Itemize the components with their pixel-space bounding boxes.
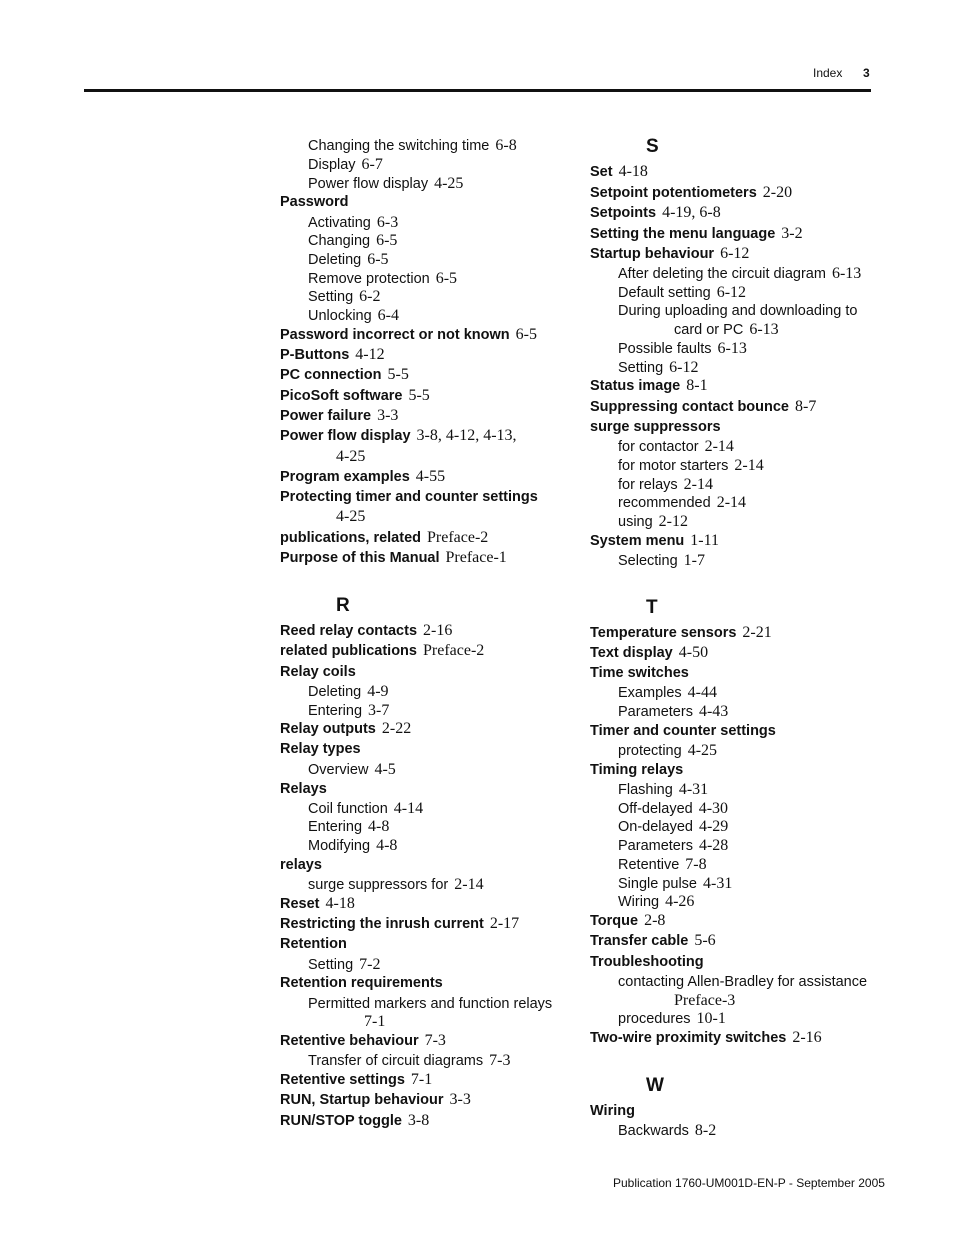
index-subentry: Selecting 1-7 [618,552,705,569]
index-subentry: for contactor 2-14 [618,438,734,455]
index-entry: Relays [280,781,327,797]
index-subentry: During uploading and downloading to [618,303,858,319]
index-entry: Reed relay contacts 2-16 [280,622,453,639]
index-subentry: Deleting 6-5 [308,251,389,268]
index-subentry-continued: card or PC 6-13 [674,321,779,338]
index-subentry: Entering 4-8 [308,818,390,835]
index-subentry: Power flow display 4-25 [308,175,464,192]
index-entry: Retention [280,936,347,952]
index-entry: Timing relays [590,762,684,778]
section-letter-s: S [646,136,659,157]
section-letter-t: T [646,597,658,618]
index-entry: Password [280,194,349,210]
index-subentry: Unlocking 6-4 [308,307,399,324]
index-subentry: Modifying 4-8 [308,837,398,854]
publication-footer: Publication 1760-UM001D-EN-P - September 2005 [613,1176,885,1190]
index-subentry: Retentive 7-8 [618,856,707,873]
index-subentry: Examples 4-44 [618,684,717,701]
index-entry: Startup behaviour 6-12 [590,245,750,262]
index-entry: Program examples 4-55 [280,468,446,485]
index-entry: Time switches [590,665,689,681]
index-entry: Two-wire proximity switches 2-16 [590,1029,822,1046]
header-page-number: 3 [863,66,870,80]
index-entry: Setting the menu language 3-2 [590,225,803,242]
index-subentry: procedures 10-1 [618,1010,726,1027]
index-subentry: recommended 2-14 [618,494,747,511]
section-letter-w: W [646,1075,664,1096]
index-entry: Timer and counter settings [590,723,776,739]
index-subentry: Changing 6-5 [308,232,398,249]
index-subentry: Default setting 6-12 [618,284,747,301]
index-page-ref-continued: Preface-3 [674,992,736,1009]
header-rule [84,89,871,92]
index-subentry: Changing the switching time 6-8 [308,137,517,154]
index-entry: Wiring [590,1103,635,1119]
index-subentry: Off-delayed 4-30 [618,800,729,817]
index-subentry: Display 6-7 [308,156,383,173]
index-subentry: for motor starters 2-14 [618,457,764,474]
index-entry: surge suppressors [590,419,721,435]
index-subentry: Remove protection 6-5 [308,270,458,287]
index-subentry: On-delayed 4-29 [618,818,729,835]
index-page-ref-continued: 4-25 [336,508,366,525]
index-subentry: for relays 2-14 [618,476,713,493]
index-entry: Suppressing contact bounce 8-7 [590,398,817,415]
index-subentry: Activating 6-3 [308,214,399,231]
index-entry: Protecting timer and counter settings [280,489,538,505]
index-entry: PicoSoft software 5-5 [280,387,430,404]
index-entry: Setpoint potentiometers 2-20 [590,184,793,201]
index-entry: System menu 1-11 [590,532,720,549]
index-entry: Retentive behaviour 7-3 [280,1032,446,1049]
index-entry: RUN, Startup behaviour 3-3 [280,1091,471,1108]
index-entry: Restricting the inrush current 2-17 [280,915,520,932]
index-entry: Retention requirements [280,975,443,991]
index-entry: RUN/STOP toggle 3-8 [280,1112,430,1129]
index-subentry: Single pulse 4-31 [618,875,733,892]
index-subentry: Coil function 4-14 [308,800,424,817]
index-entry: relays [280,857,322,873]
index-subentry: protecting 4-25 [618,742,718,759]
index-subentry: contacting Allen-Bradley for assistance [618,974,868,990]
index-subentry: Backwards 8-2 [618,1122,717,1139]
index-page-ref-continued: 7-1 [364,1013,386,1030]
index-entry: Setpoints 4-19, 6-8 [590,204,721,221]
index-entry: Purpose of this Manual Preface-1 [280,549,507,566]
index-subentry: Permitted markers and function relays [308,996,553,1012]
index-entry: related publications Preface-2 [280,642,485,659]
index-entry: Retentive settings 7-1 [280,1071,433,1088]
index-subentry: Setting 6-12 [618,359,699,376]
index-entry: PC connection 5-5 [280,366,409,383]
index-subentry: Flashing 4-31 [618,781,709,798]
index-subentry: Deleting 4-9 [308,683,389,700]
index-entry: Torque 2-8 [590,912,666,929]
index-subentry: Overview 4-5 [308,761,396,778]
index-entry: P-Buttons 4-12 [280,346,385,363]
index-subentry: Wiring 4-26 [618,893,695,910]
index-subentry: Entering 3-7 [308,702,390,719]
index-page-ref-continued: 4-25 [336,448,366,465]
index-entry: Password incorrect or not known 6-5 [280,326,537,343]
index-entry: Temperature sensors 2-21 [590,624,772,641]
index-subentry: using 2-12 [618,513,688,530]
index-entry: Text display 4-50 [590,644,709,661]
index-entry: Transfer cable 5-6 [590,932,716,949]
index-entry: Set 4-18 [590,163,648,180]
index-subentry: Parameters 4-43 [618,703,729,720]
index-entry: Relay outputs 2-22 [280,720,412,737]
index-entry: Relay coils [280,664,356,680]
index-subentry: surge suppressors for 2-14 [308,876,484,893]
index-entry: Status image 8-1 [590,377,708,394]
index-entry: Power failure 3-3 [280,407,399,424]
index-subentry: Transfer of circuit diagrams 7-3 [308,1052,511,1069]
index-subentry: Possible faults 6-13 [618,340,747,357]
index-entry: publications, related Preface-2 [280,529,489,546]
index-entry: Troubleshooting [590,954,704,970]
index-subentry: After deleting the circuit diagram 6-13 [618,265,862,282]
header-section-label: Index [813,66,843,80]
index-subentry: Parameters 4-28 [618,837,729,854]
index-entry: Reset 4-18 [280,895,355,912]
section-letter-r: R [336,595,350,616]
index-entry: Relay types [280,741,361,757]
index-subentry: Setting 7-2 [308,956,381,973]
index-entry: Power flow display 3-8, 4-12, 4-13, [280,427,517,444]
index-subentry: Setting 6-2 [308,288,381,305]
